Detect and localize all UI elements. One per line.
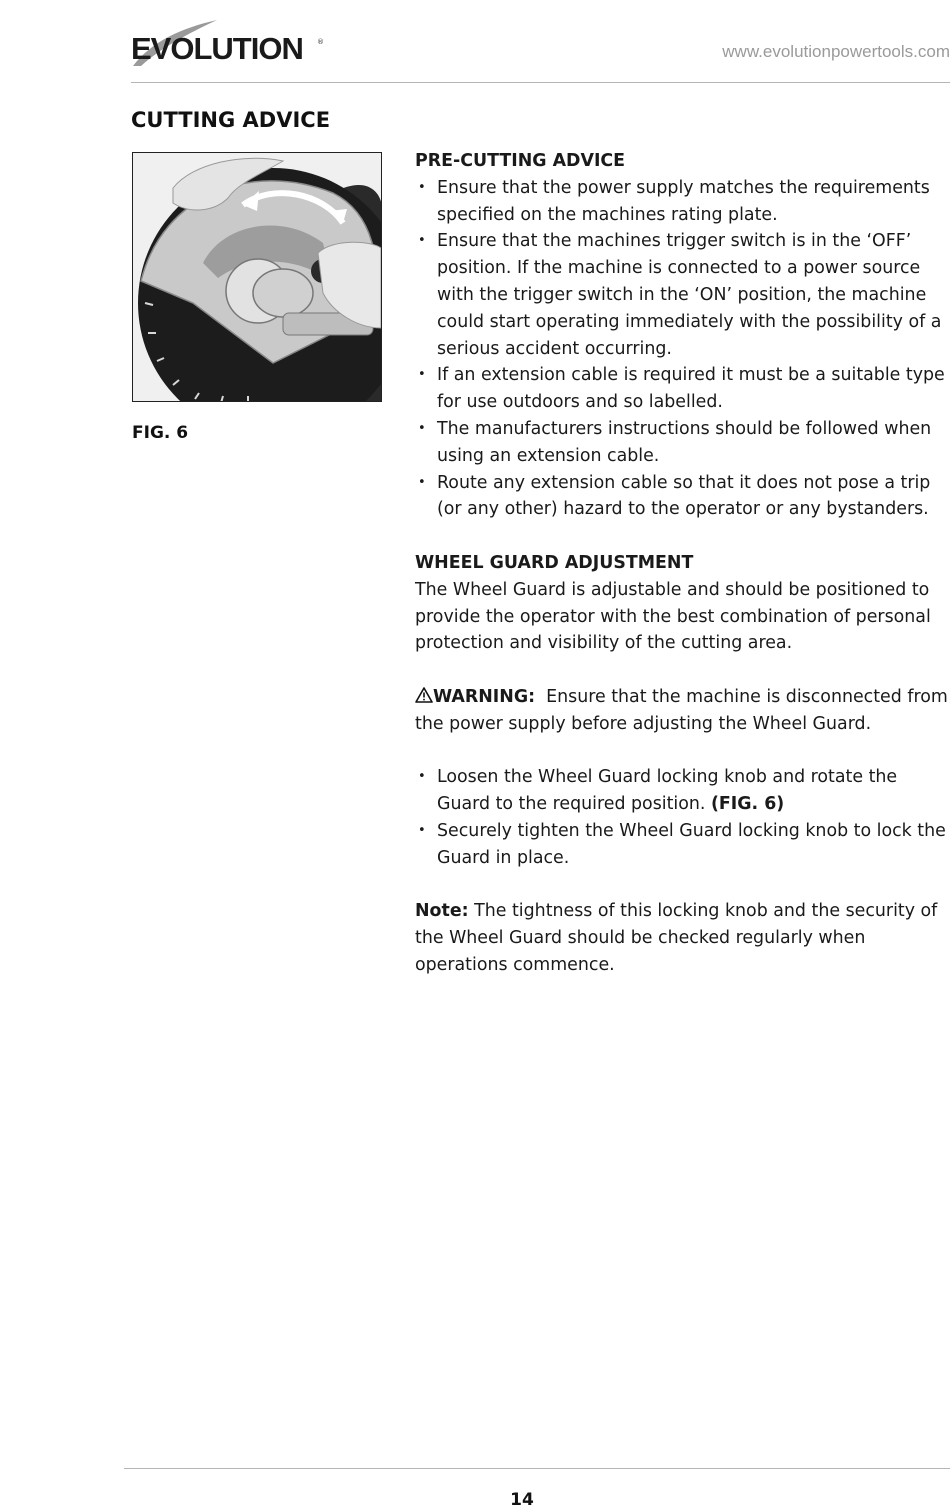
list-item: • If an extension cable is required it must be a suitable type for use outdoors and so labelled. xyxy=(415,362,950,416)
warning-text: Ensure that the machine is disconnected from the power supply before adjusting the Wheel Guard. xyxy=(415,686,948,734)
page-title: CUTTING ADVICE xyxy=(131,108,331,132)
page-number: 14 xyxy=(510,1490,534,1510)
list-item xyxy=(415,764,950,818)
header-divider xyxy=(131,82,950,83)
note-paragraph xyxy=(415,898,950,978)
list-item: • Ensure that the machines trigger switch is in the ‘OFF’ position. If the machine is connected to a power source with the trigger switch in the ‘ON’ position, the machine could start operating immediately with the possibility of a serious accident occurring. xyxy=(415,228,950,362)
list-item: • Route any extension cable so that it does not pose a trip (or any other) hazard to the operator or any bystanders. xyxy=(415,470,950,524)
wheel-guard-heading: WHEEL GUARD ADJUSTMENT xyxy=(415,552,694,573)
brand-logo xyxy=(131,20,331,70)
website-url[interactable]: www.evolutionpowertools.com xyxy=(722,42,950,61)
list-item: • Ensure that the power supply matches the requirements specified on the machines rating plate. xyxy=(415,175,950,229)
list-item: • Securely tighten the Wheel Guard locking knob to lock the Guard in place. xyxy=(415,818,950,872)
figure-6-image xyxy=(132,152,382,402)
registered-mark: ® xyxy=(317,38,324,46)
figure-reference: (FIG. 6) xyxy=(710,794,785,815)
wheel-guard-intro: The Wheel Guard is adjustable and should be positioned to provide the operator with the best combination of personal protection and visibility of the cutting area. xyxy=(415,579,931,654)
brand-name: EVOLUTION xyxy=(131,31,303,66)
note-label: Note: xyxy=(415,901,469,922)
warning-paragraph xyxy=(415,684,950,738)
warning-label: WARNING: xyxy=(433,686,536,707)
list-item: • The manufacturers instructions should be followed when using an extension cable. xyxy=(415,416,950,470)
figure-caption: FIG. 6 xyxy=(132,423,189,443)
step-text: Loosen the Wheel Guard locking knob and rotate the Guard to the required position. xyxy=(437,767,898,815)
pre-cutting-list xyxy=(415,175,950,523)
footer-divider xyxy=(124,1468,950,1469)
main-content xyxy=(415,148,950,979)
note-text: The tightness of this locking knob and the security of the Wheel Guard should be checked regularly when operations commence. xyxy=(415,901,938,975)
saw-guard-illustration xyxy=(133,153,381,401)
pre-cutting-heading: PRE-CUTTING ADVICE xyxy=(415,151,626,171)
wheel-guard-steps xyxy=(415,764,950,871)
warning-triangle-icon xyxy=(415,687,433,703)
